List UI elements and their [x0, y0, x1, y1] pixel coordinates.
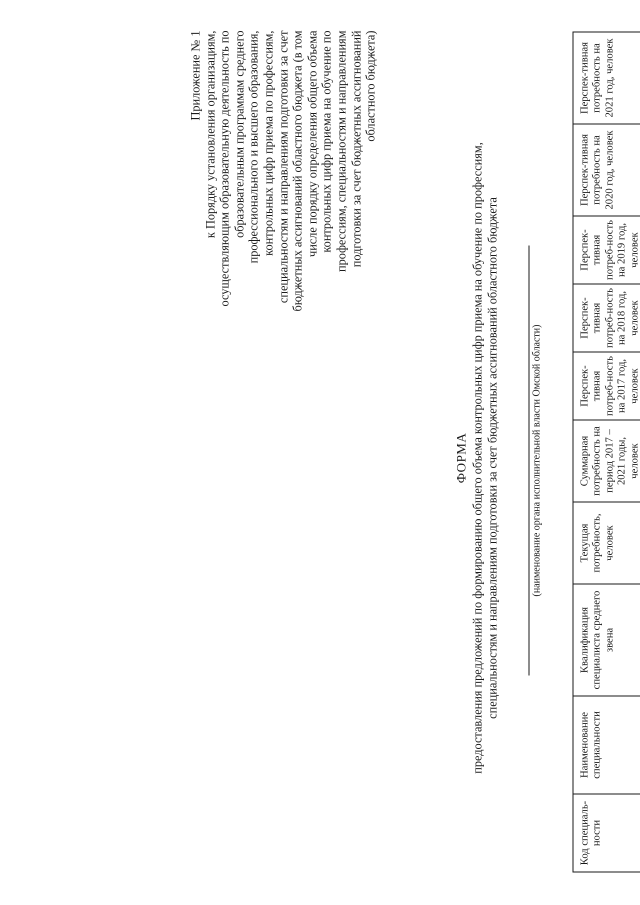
org-name-caption: (наименование органа исполнительной власти Омской области) [531, 324, 543, 597]
annex-line: контрольных цифр приема на обучение по [319, 30, 334, 253]
annex-line: областного бюджета) [363, 30, 378, 142]
annex-line: подготовки за счет бюджетных ассигнований [349, 30, 364, 268]
column-header-name: Наименование специальности [573, 696, 640, 794]
rotated-page [171, 26, 640, 891]
table-header-row [573, 32, 640, 872]
annex-line: профессиям, специальностям и направлениям [334, 30, 349, 272]
annex-line: осуществляющим образовательную деятельность по [217, 30, 232, 307]
column-header-qualification: Квалификация специалиста среднего звена [573, 584, 640, 696]
form-subtitle-line: специальностям и направлениям подготовки за счет бюджетных ассигнований областного бюджета [485, 197, 500, 719]
annex-line: специальностям и направлениям подготовки за счет [276, 30, 291, 304]
column-header-need-2019: Перспек-тивная потреб-ность на 2019 год, человек [573, 216, 640, 284]
form-subtitle [471, 26, 500, 891]
form-title: ФОРМА [453, 432, 469, 484]
column-header-code: Код специаль-ности [573, 794, 640, 872]
column-header-need-2018: Перспек-тивная потреб-ность на 2018 год, человек [573, 284, 640, 352]
annex-line: образовательным программам среднего [232, 30, 247, 238]
column-header-current-need: Текущая потребность, человек [573, 502, 640, 584]
proposal-table [573, 32, 640, 873]
annex-line: контрольных цифр приема по профессиям, [261, 30, 276, 256]
annex-line: Приложение № 1 [188, 30, 203, 121]
column-header-total-need: Суммарная потребность на период 2017 – 2021 годы, человек [573, 420, 640, 502]
annex-line: к Порядку установления организациям, [203, 30, 218, 239]
column-header-need-2017: Перспек-тивная потреб-ность на 2017 год, человек [573, 352, 640, 420]
annex-line: числе порядку определения общего объема [305, 30, 320, 257]
column-header-need-2021: Перспек-тивная потребность на 2021 год, человек [573, 32, 640, 124]
form-subtitle-line: предоставления предложений по формированию общего объема контрольных цифр приема на обучение по профессиям, [470, 142, 485, 774]
annex-line: профессионального и высшего образования, [246, 30, 261, 264]
org-name-fill-line [529, 246, 530, 676]
annex-line: бюджетных ассигнований областного бюджета (в том [290, 30, 305, 312]
column-header-need-2020: Перспек-тивная потребность на 2020 год, человек [573, 124, 640, 216]
annex-block [189, 31, 379, 376]
